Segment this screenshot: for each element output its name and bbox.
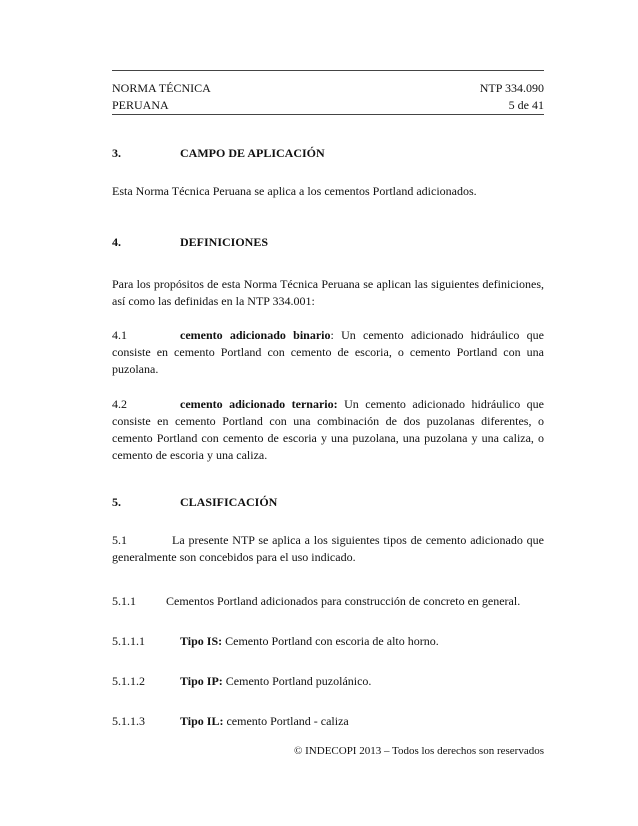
- clause-text: La presente NTP se aplica a los siguientes tipos de cemento adicionado que generalmente son concebidos para el uso indicado.: [112, 533, 544, 564]
- page-footer: © INDECOPI 2013 – Todos los derechos son reservados: [294, 745, 544, 757]
- section-number: 4.: [112, 235, 121, 249]
- header-right: [480, 80, 544, 114]
- header-page-number: 5 de 41: [508, 98, 544, 112]
- definition-number: 4.1: [112, 328, 127, 342]
- section-number: 3.: [112, 146, 121, 160]
- page-header: [112, 80, 544, 114]
- clause-text: cemento Portland - caliza: [223, 714, 349, 728]
- header-bottom-rule: [112, 114, 544, 115]
- cement-type: Tipo IL:: [180, 714, 224, 728]
- clause-number: 5.1: [112, 533, 127, 547]
- section-title: CAMPO DE APLICACIÓN: [180, 146, 325, 160]
- definition-term: cemento adicionado ternario:: [180, 397, 338, 411]
- definition-number: 4.2: [112, 397, 127, 411]
- definition-4-2: [112, 396, 544, 464]
- clause-text: Cemento Portland con escoria de alto horno.: [222, 634, 439, 648]
- cement-type: Tipo IP:: [180, 674, 223, 688]
- section-3-body: Esta Norma Técnica Peruana se aplica a los cementos Portland adicionados.: [112, 184, 477, 198]
- clause-5-1: [112, 532, 544, 566]
- definition-term: cemento adicionado binario: [180, 328, 331, 342]
- section-4-intro: Para los propósitos de esta Norma Técnica Peruana se aplican las siguientes definiciones, así como las definidas en la NTP 334.001:: [112, 277, 544, 308]
- clause-number: 5.1.1.2: [112, 674, 145, 688]
- definition-text: : Un cemento adicionado hidráulico que consiste en cemento Portland con cemento de escoria, o cemento Portland con una puzolana.: [112, 328, 544, 376]
- cement-type: Tipo IS:: [180, 634, 223, 648]
- header-left: [112, 80, 211, 114]
- section-title: DEFINICIONES: [180, 235, 269, 249]
- clause-number: 5.1.1.3: [112, 714, 145, 728]
- header-ntp-number: NTP 334.090: [479, 81, 544, 95]
- definition-text: Un cemento adicionado hidráulico que consiste en cemento Portland con una combinación de dos puzolanas diferentes, o cemento Portland con cemento de escoria y una puzolana, una puzolana y una caliza, o cemento de escoria y una caliza.: [112, 397, 545, 462]
- header-top-rule: [112, 70, 544, 71]
- clause-number: 5.1.1.1: [112, 634, 145, 648]
- clause-number: 5.1.1: [112, 594, 136, 608]
- definition-4-1: [112, 327, 544, 378]
- header-left-line2: PERUANA: [112, 98, 169, 112]
- clause-text: Cemento Portland puzolánico.: [222, 674, 372, 688]
- clause-text: Cementos Portland adicionados para construcción de concreto en general.: [166, 594, 521, 608]
- header-left-line1: NORMA TÉCNICA: [112, 81, 211, 95]
- section-title: CLASIFICACIÓN: [180, 495, 278, 509]
- section-number: 5.: [112, 495, 121, 509]
